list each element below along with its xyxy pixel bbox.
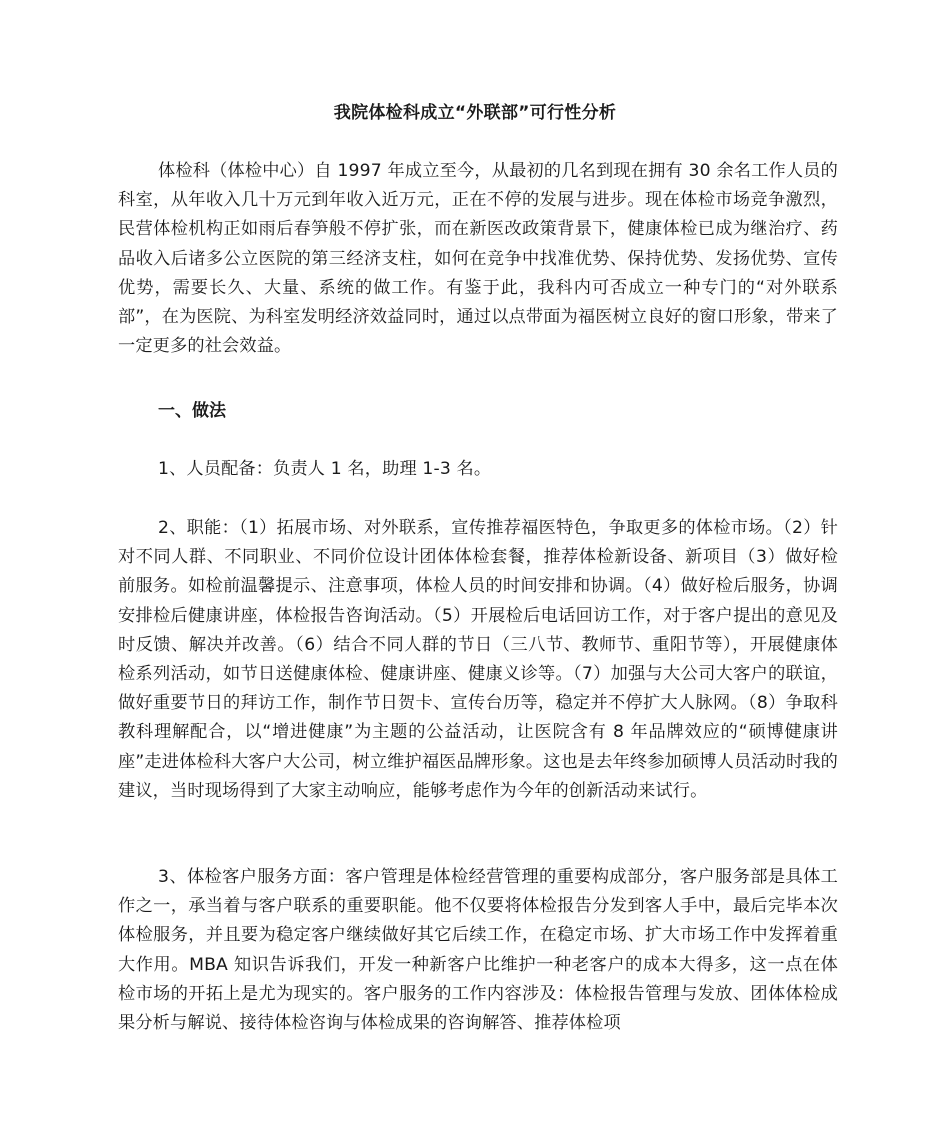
item-staffing-paragraph: 1、人员配备：负责人 1 名，助理 1-3 名。 [158, 459, 492, 479]
item-functions-paragraph: 2、职能：（1）拓展市场、对外联系，宣传推荐福医特色，争取更多的体检市场。（2）针对不同人群、不同职业、不同价位设计团体体检套餐，推荐体检新设备、新项目（3）做好检前服务。如检前温馨提示、注意事项，体检人员的时间安排和协调。（4）做好检后服务，协调安排检后健康讲座，体检报告咨询活动。（5）开展检后电话回访工作，对于客户提出的意见及时反馈、解决并改善。（6）结合不同人群的节日（三八节、教师节、重阳节等），开展健康体检系列活动，如节日送健康体检、健康讲座、健康义诊等。（7）加强与大公司大客户的联谊，做好重要节日的拜访工作，制作节日贺卡、宣传台历等，稳定并不停扩大人脉网。（8）争取科教科理解配合，以“增进健康”为主题的公益活动，让医院含有 8 年品牌效应的“硕博健康讲座”走进体检科大客户大公司，树立维护福医品牌形象。这也是去年终参加硕博人员活动时我的建议，当时现场得到了大家主动响应，能够考虑作为今年的创新活动来试行。 [118, 518, 838, 801]
intro-paragraph: 体检科（体检中心）自 1997 年成立至今，从最初的几名到现在拥有 30 余名工作人员的科室，从年收入几十万元到年收入近万元，正在不停的发展与进步。现在体检市场竞争激烈，民营体检机构正如雨后春笋般不停扩张，而在新医改政策背景下，健康体检已成为继治疗、药品收入后诸多公立医院的第三经济支柱，如何在竞争中找准优势、保持优势、发扬优势、宣传优势，需要长久、大量、系统的做工作。有鉴于此，我科内可否成立一种专门的“对外联系部”，在为医院、为科室发明经济效益同时，通过以点带面为福医树立良好的窗口形象，带来了一定更多的社会效益。 [118, 161, 838, 357]
item-customer-service-paragraph: 3、体检客户服务方面：客户管理是体检经营管理的重要构成部分，客户服务部是具体工作之一，承当着与客户联系的重要职能。他不仅要将体检报告分发到客人手中，最后完毕本次体检服务，并且要为稳定客户继续做好其它后续工作，在稳定市场、扩大市场工作中发挥着重大作用。MBA 知识告诉我们，开发一种新客户比维护一种老客户的成本大得多，这一点在体检市场的开拓上是尤为现实的。客户服务的工作内容涉及：体检报告管理与发放、团体体检成果分析与解说、接待体检咨询与体检成果的咨询解答、推荐体检项 [118, 867, 838, 1034]
section-heading-practice: 一、做法 [158, 401, 226, 421]
document-title: 我院体检科成立“外联部”可行性分析 [333, 103, 617, 123]
